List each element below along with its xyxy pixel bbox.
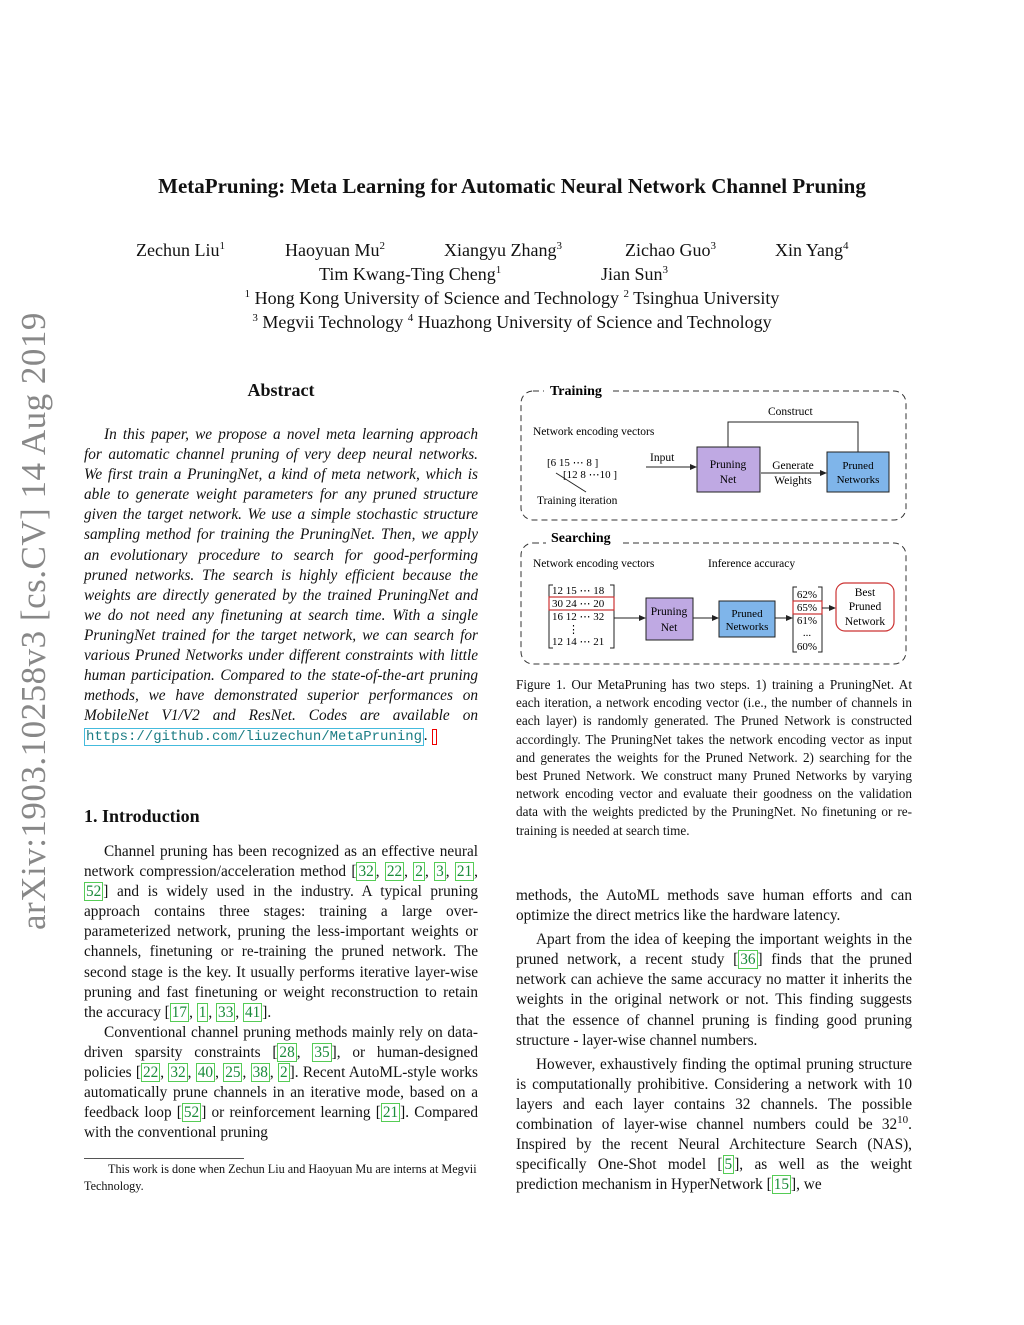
accuracy-value: 65% [796, 602, 818, 614]
introduction-body [84, 842, 478, 1143]
author-6: Tim Kwang-Ting Cheng$^1$ [319, 264, 502, 284]
citation-link[interactable]: 36 [740, 951, 756, 969]
accuracy-value: 60% [796, 641, 818, 653]
citation-link[interactable]: 15 [773, 1176, 790, 1194]
right-column-body [516, 886, 912, 1195]
pruned-networks-label: Pruned [842, 460, 874, 472]
citation-link[interactable]: 3 [436, 863, 444, 881]
citation-link[interactable]: 2 [280, 1064, 288, 1082]
pruned-networks-label: Networks [836, 474, 880, 486]
construct-label: Construct [768, 406, 813, 418]
citation-link[interactable]: 52 [183, 1104, 200, 1122]
abstract-body: In this paper, we propose a novel meta learning approach for automatic channel pruning of very deep neural networks. We first train a PruningNet, a kind of meta network, which is able to generate weight parameters for any pruned structure given the target network. We use a simple stochastic structure sampling method for training the PruningNet. Then, we apply an evolutionary procedure to search for good-performing pruned networks. The search is highly efficient because the weights are directly generated by the trained PruningNet and we do not need any finetuning at search time. With a single PruningNet trained for the target network, we can search for various Pruned Networks under different constraints with little human participation. Compared to the state-of-the-art pruning methods, we have demonstrated superior performances on MobileNet V1/V2 and ResNet. Codes are available on https://github.com/liuzechun/MetaPruning . [84, 426, 478, 746]
abstract-text: In this paper, we propose a novel meta learning approach for automatic channel pruning of very deep neural networks. We first train a PruningNet, a kind of meta network, which is able to generate weight parameters for any pruned structure given the target network. We use a simple stochastic structure sampling method for training the PruningNet. Then, we apply an evolutionary procedure to search for good-performing pruned networks. The search is highly efficient because the weights are directly generated by the trained PruningNet and we do not need any finetuning at search time. With a single PruningNet trained for the target network, we can search for various Pruned Networks under different constraints with little human participation. Compared to the state-of-the-art pruning methods, we have demonstrated superior performances on MobileNet V1/V2 and ResNet. Codes are available on [84, 426, 478, 725]
citation-link[interactable]: 35 [314, 1043, 330, 1061]
pruning-net-label: Pruning [709, 459, 747, 471]
right-paragraph-2: Apart from the idea of keeping the important weights in the pruned network, a recent study [ 36 ] finds that the pruned network can achieve the same accuracy no matter it inherits the weights in the original network or not. This finding suggests that the essence of channel pruning is finding good pruning structure - layer-wise channel numbers. [516, 931, 912, 1049]
author-3: Xiangyu Zhang$^3$ [444, 240, 562, 260]
citation-link[interactable]: 17 [171, 1003, 188, 1021]
right-paragraph-1: methods, the AutoML methods save human efforts and can optimize the direct metrics like the hardware latency. [516, 887, 912, 925]
pruning-net-label: Net [660, 622, 678, 634]
best-network-label: Best [854, 587, 876, 599]
training-vector-2: [12 8 ⋯10 ] [563, 469, 618, 481]
pruning-net-label: Pruning [650, 606, 688, 618]
citation-link[interactable]: 32 [358, 863, 374, 881]
author-1: Zechun Liu$^1$ [136, 240, 225, 260]
training-vector-1: [6 15 ⋯ 8 ] [547, 457, 599, 469]
figure-caption: Figure 1. Our MetaPruning has two steps. 1) training a PruningNet. At each iteration, a network encoding vector (i.e., the number of channels in each layer) is randomly generated. The Pruned Network is constructed accordingly. The PruningNet takes the network encoding vector as input and generates the weights for the Pruned Network. 2) searching for the best Pruned Network. We construct many Pruned Networks by varying network encoding vector and evaluate their goodness on the validation data with the weights predicted by the PruningNet. No finetuning or re-training is needed at search time. [516, 677, 912, 838]
author-7: Jian Sun$^3$ [601, 264, 669, 284]
paper-title: MetaPruning: Meta Learning for Automatic Neural Network Channel Pruning [158, 174, 866, 198]
citation-link[interactable]: 21 [456, 863, 473, 881]
intro-paragraph-1: Channel pruning has been recognized as an effective neural network compression/acceleration method [ 32 , 22 , 2 , 3 , 21 , 52 ] and is widely used in the industry. A typical pruning approach contains three stages: training a large over-parameterized network, pruning the less-important weights or channels, finetuning or re-training the pruned network. The second stage is the key. It usually performs iterative layer-wise pruning and fast finetuning or weight reconstruction to retain the accuracy [ 17 , 1 , 33 , 41 ]. [84, 843, 478, 1021]
intro-paragraph-2: Conventional channel pruning methods mainly rely on data-driven sparsity constraints [ 28 , 35 ], or human-designed policies [ 22 , 32 , 40 , 25 , 38 , 2 ]. Recent AutoML-style works automatically prune channels in an iterative mode, based on a feedback loop [ 52 ] or reinforcement learning [ 21 ]. Compared with the conventional pruning [84, 1023, 478, 1142]
weights-label: Weights [774, 475, 812, 487]
training-iteration-label: Training iteration [537, 495, 618, 507]
training-label: Training [550, 384, 602, 399]
citation-link[interactable]: 28 [279, 1043, 295, 1061]
training-nev-label: Network encoding vectors [533, 426, 655, 438]
citation-link[interactable]: 52 [86, 883, 102, 901]
footnote: This work is done when Zechun Liu and Haoyuan Mu are interns at Megvii Technology. [84, 1162, 477, 1193]
inference-accuracy-label: Inference accuracy [708, 558, 796, 570]
citation-link[interactable]: 33 [218, 1003, 234, 1021]
code-link[interactable]: https://github.com/liuzechun/MetaPruning [86, 729, 423, 746]
accuracy-value: 62% [796, 589, 818, 601]
arxiv-stamp: arXiv:1903.10258v3 [cs.CV] 14 Aug 2019 [14, 312, 53, 930]
input-label: Input [650, 452, 675, 464]
search-vector: 12 14 ⋯ 21 [552, 636, 605, 648]
pruned-networks-box-train [827, 452, 889, 492]
citation-link[interactable]: 5 [724, 1156, 733, 1174]
search-vector: 30 24 ⋯ 20 [552, 598, 605, 610]
pruning-net-label: Net [719, 474, 737, 486]
best-network-label: Pruned [848, 601, 882, 613]
affiliation-line-2: $^3$ Megvii Technology $^4$ Huazhong University of Science and Technology [252, 312, 772, 332]
citation-link[interactable]: 32 [170, 1064, 186, 1082]
author-2: Haoyuan Mu$^2$ [285, 240, 385, 260]
section-heading-introduction: 1. Introduction [84, 806, 200, 826]
search-vector: ⋮ [568, 624, 579, 636]
pruned-networks-label: Networks [725, 621, 769, 633]
search-vector: 16 12 ⋯ 32 [552, 611, 605, 623]
link-marker [432, 729, 437, 745]
citation-link[interactable]: 2 [415, 863, 423, 881]
pruned-networks-label: Pruned [731, 608, 763, 620]
affiliation-line-1: $^1$ Hong Kong University of Science and Technology $^2$ Tsinghua University [244, 288, 780, 308]
accuracy-value: ... [802, 627, 812, 639]
citation-link[interactable]: 41 [245, 1003, 261, 1021]
citation-link[interactable]: 38 [252, 1064, 268, 1082]
citation-link[interactable]: 21 [382, 1104, 399, 1122]
best-network-label: Network [844, 616, 886, 628]
generate-label: Generate [772, 460, 814, 472]
figure-1 [516, 380, 916, 670]
author-4: Zichao Guo$^3$ [625, 240, 716, 260]
search-vector: 12 15 ⋯ 18 [552, 585, 605, 597]
citation-link[interactable]: 22 [386, 863, 403, 881]
searching-nev-label: Network encoding vectors [533, 558, 655, 570]
author-5: Xin Yang$^4$ [775, 240, 849, 260]
footnote-rule [84, 1158, 244, 1159]
abstract-heading: Abstract [247, 380, 315, 400]
citation-link[interactable]: 40 [197, 1064, 214, 1082]
searching-label: Searching [551, 531, 611, 546]
citation-link[interactable]: 22 [142, 1064, 159, 1082]
right-paragraph-3: However, exhaustively finding the optimal pruning structure is computationally prohibitive. Considering a network with 10 layers and each layer contains 32 channels. The possible combination of layer-wise channel numbers could be $32^{10}$. Inspired by the recent Neural Architecture Search (NAS), specifically One-Shot model [ 5 ], as well as the weight prediction mechanism in HyperNetwork [ 15 ], we [516, 1055, 913, 1194]
accuracy-value: 61% [796, 615, 818, 627]
citation-link[interactable]: 25 [225, 1064, 241, 1082]
citation-link[interactable]: 1 [198, 1003, 207, 1021]
